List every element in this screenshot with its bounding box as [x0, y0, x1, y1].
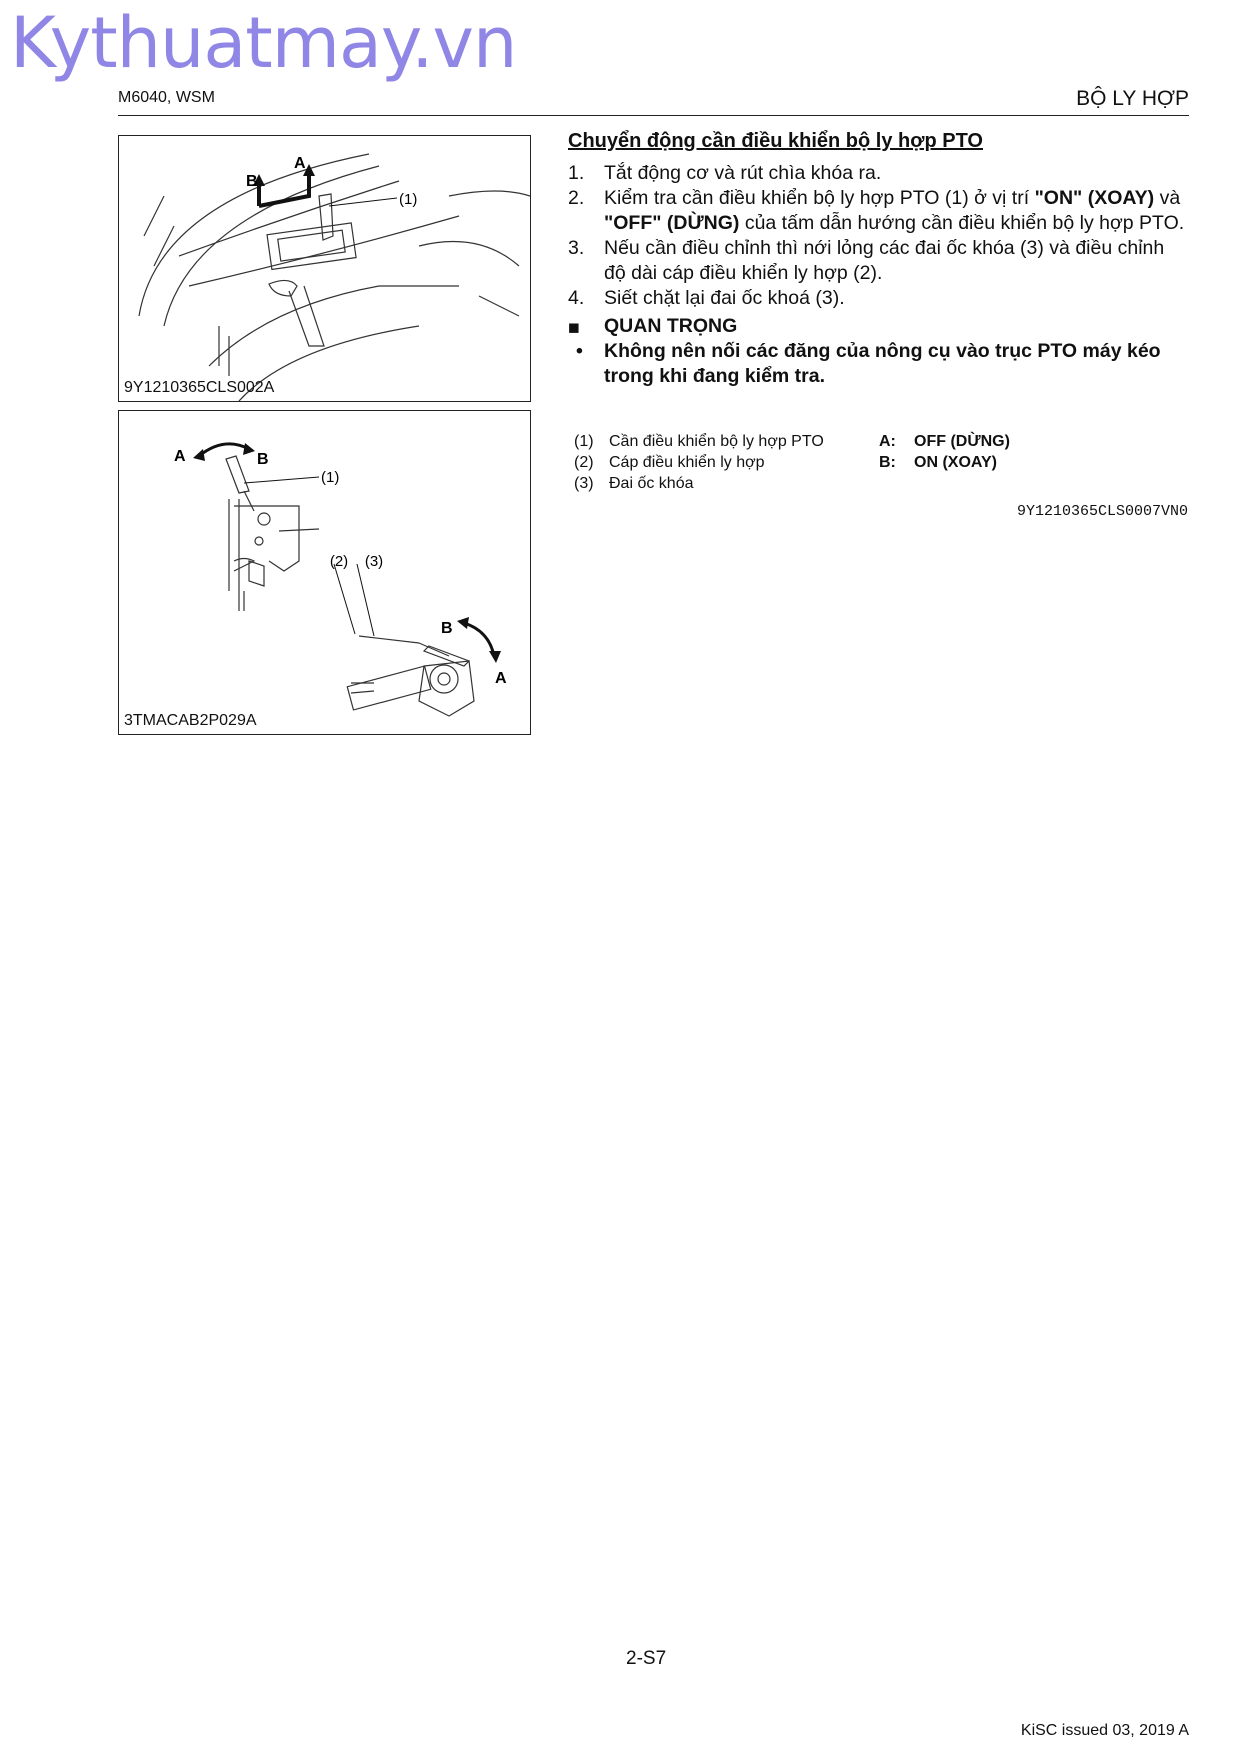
fig2-label-a2: A [495, 670, 507, 687]
fig2-label-b2: B [441, 620, 453, 637]
legend-key: B: [879, 454, 896, 471]
procedure-title: Chuyển động cần điều khiển bộ ly hợp PTO [568, 130, 983, 152]
issue-note: KiSC issued 03, 2019 A [1020, 1722, 1189, 1739]
fig2-label-a: A [174, 448, 186, 465]
step-text: Nếu cần điều chỉnh thì nới lỏng các đai ốc khóa (3) và điều chỉnh độ dài cáp điều khiển ly hợp (2). [604, 237, 1165, 284]
header-section-title: BỘ LY HỢP [1076, 87, 1189, 110]
step-text: Tắt động cơ và rút chìa khóa ra. [604, 162, 882, 184]
important-label: QUAN TRỌNG [604, 315, 738, 337]
figure1-code: 9Y1210365CLS002A [124, 379, 275, 396]
step-4 [568, 286, 1188, 311]
dashboard-lever-illustration [119, 136, 530, 401]
legend-text: Đai ốc khóa [609, 475, 694, 492]
step-number: 4. [568, 287, 585, 309]
fig1-label-a: A [294, 155, 306, 172]
legend-text: Cần điều khiển bộ ly hợp PTO [609, 433, 824, 450]
step-text: Siết chặt lại đai ốc khoá (3). [604, 287, 845, 309]
step-bold-off: "OFF" (DỪNG) [604, 212, 740, 234]
step-text: của tấm dẫn hướng cần điều khiển bộ ly hợp PTO. [739, 212, 1185, 234]
figure2-code: 3TMACAB2P029A [124, 712, 257, 729]
legend-text: Cáp điều khiển ly hợp [609, 454, 765, 471]
legend-num: (1) [574, 433, 594, 450]
watermark-logo: Kythuatmay.vn [10, 2, 517, 84]
step-number: 3. [568, 237, 585, 259]
figure-lever-and-cable [118, 410, 531, 735]
step-number: 1. [568, 162, 585, 184]
header-rule [118, 115, 1189, 116]
page-number: 2-S7 [626, 1648, 667, 1669]
reference-code: 9Y1210365CLS0007VN0 [1016, 503, 1188, 520]
legend-key: A: [879, 433, 896, 450]
fig2-callout-1: (1) [321, 469, 340, 486]
step-text: và [1154, 187, 1181, 209]
fig2-callout-2: (2) [329, 553, 349, 570]
procedure-text [568, 129, 1188, 389]
step-text: Kiểm tra cần điều khiển bộ ly hợp PTO (1) ở vị trí [604, 187, 1035, 209]
fig1-label-b: B [246, 173, 258, 190]
step-number: 2. [568, 187, 585, 209]
legend-num: (3) [574, 475, 594, 492]
legend-num: (2) [574, 454, 594, 471]
important-square-icon: ■ [568, 317, 580, 339]
lever-cable-illustration [119, 411, 530, 734]
fig1-callout-1: (1) [399, 191, 418, 208]
fig2-callout-3: (3) [364, 553, 384, 570]
legend-value: OFF (DỪNG) [914, 433, 1010, 450]
important-text: Không nên nối các đăng của nông cụ vào trục PTO máy kéo trong khi đang kiểm tra. [604, 340, 1161, 387]
step-bold-on: "ON" (XOAY) [1034, 187, 1155, 209]
step-2 [568, 186, 1188, 236]
important-heading [568, 314, 1188, 339]
important-note [568, 339, 1188, 389]
step-3 [568, 236, 1188, 286]
header-model: M6040, WSM [118, 89, 215, 106]
legend-value: ON (XOAY) [914, 454, 997, 471]
figure-dashboard-lever [118, 135, 531, 402]
step-1 [568, 161, 1188, 186]
fig2-label-b: B [257, 451, 269, 468]
bullet-icon: • [576, 340, 583, 362]
